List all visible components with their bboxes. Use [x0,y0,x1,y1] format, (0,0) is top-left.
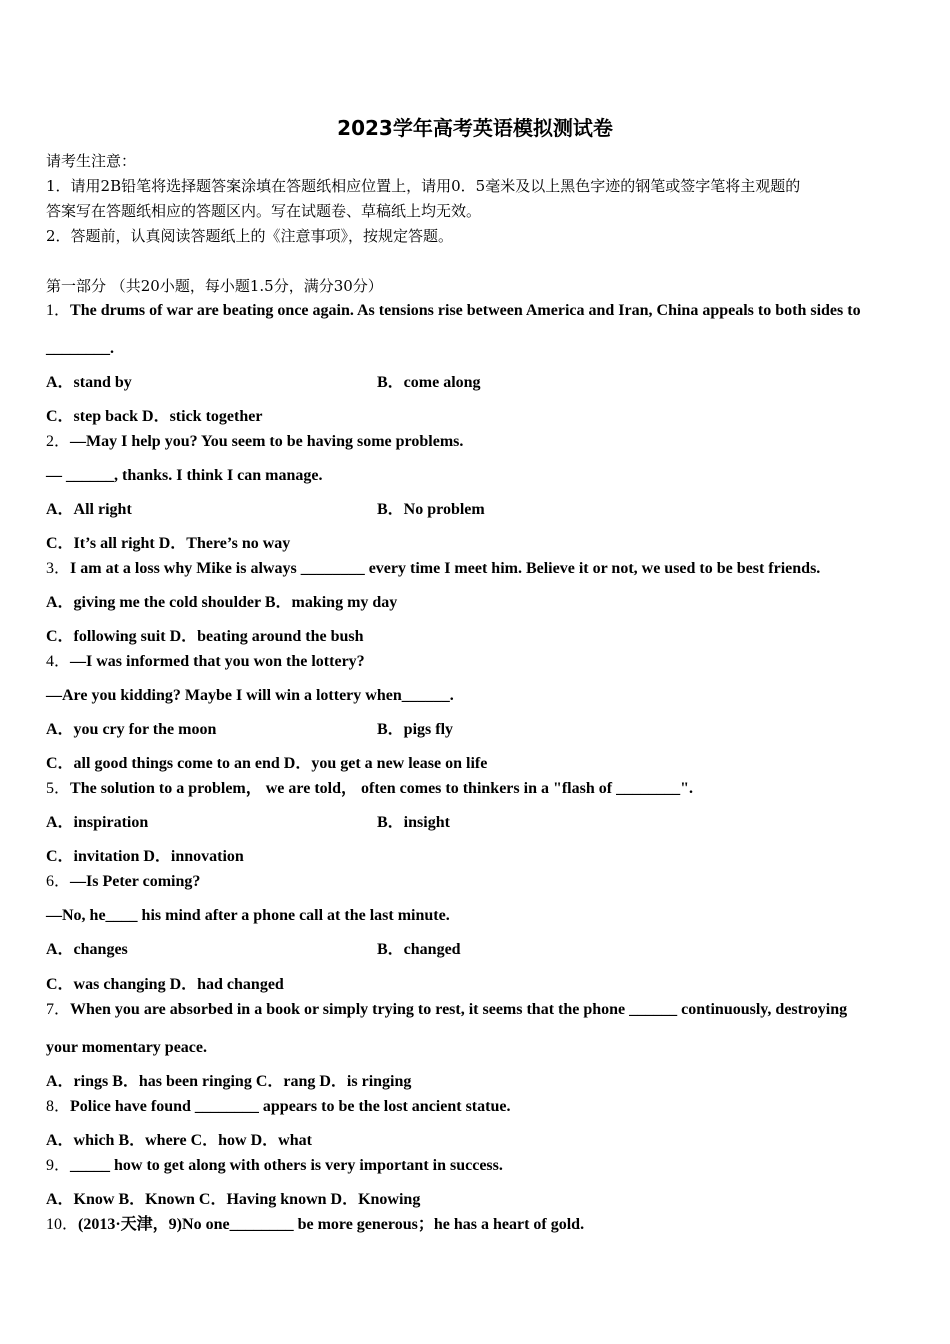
question-6 [46,872,200,892]
section-heading: 第一部分 （共20小题，每小题1.5分，满分30分） [46,277,383,295]
question-text: Police have found ________ appears to be the lost ancient statue. [70,1098,511,1115]
option-b[interactable]: B．changed [377,941,461,958]
question-number: 7． [46,1001,71,1018]
question-10 [46,1215,584,1235]
question-3 [46,559,820,579]
option-a-b-c-d[interactable]: A．which B．where C．how D．what [46,1132,312,1149]
question-2 [46,432,463,452]
question-8 [46,1097,510,1117]
option-c-d[interactable]: C．following suit D．beating around the bush [46,628,364,645]
question-1-line-2: ________. [46,340,114,357]
notice-line-1: 1．请用2B铅笔将选择题答案涂填在答题纸相应位置上，请用0．5毫米及以上黑色字迹的钢笔或签字笔将主观题的 [46,177,801,195]
option-c-d[interactable]: C．step back D．stick together [46,408,263,425]
question-2-line-2: — ______, thanks. I think I can manage. [46,467,323,484]
option-a-b[interactable]: A．giving me the cold shoulder B．making my day [46,594,398,611]
option-c-d[interactable]: C．invitation D．innovation [46,848,244,865]
option-c-d[interactable]: C．all good things come to an end D．you get a new lease on life [46,755,488,772]
option-c-d[interactable]: C．It’s all right D．There’s no way [46,535,291,552]
question-number: 4． [46,653,71,670]
option-a[interactable]: A．you cry for the moon [46,721,217,738]
question-4-line-2: —Are you kidding? Maybe I will win a lottery when______. [46,687,454,704]
question-text: —I was informed that you won the lottery? [70,653,365,670]
page-title: 2023学年高考英语模拟测试卷 [337,116,613,140]
notice-heading: 请考生注意： [46,152,137,170]
option-a[interactable]: A．changes [46,941,128,958]
option-c-d[interactable]: C．was changing D．had changed [46,976,284,993]
option-a-b-c-d[interactable]: A．rings B．has been ringing C．rang D．is ringing [46,1073,412,1090]
option-a-b-c-d[interactable]: A．Know B．Known C．Having known D．Knowing [46,1191,421,1208]
option-b[interactable]: B．pigs fly [377,721,454,738]
question-number: 9． [46,1157,71,1174]
question-number: 1． [46,302,71,319]
question-7-line-2: your momentary peace. [46,1039,207,1056]
option-a[interactable]: A．inspiration [46,814,149,831]
question-1 [46,301,861,321]
notice-line-3: 2．答题前，认真阅读答题纸上的《注意事项》，按规定答题。 [46,227,454,245]
question-6-line-2: —No, he____ his mind after a phone call at the last minute. [46,907,450,924]
question-4 [46,652,365,672]
option-b[interactable]: B．insight [377,814,450,831]
question-number: 8． [46,1098,71,1115]
question-number: 5． [46,780,71,797]
option-b[interactable]: B．come along [377,374,481,391]
question-text: —May I help you? You seem to be having some problems. [70,433,464,450]
question-text: When you are absorbed in a book or simply trying to rest, it seems that the phone ______ continuously, destroying [70,1001,848,1018]
notice-line-2: 答案写在答题纸相应的答题区内。写在试题卷、草稿纸上均无效。 [46,202,482,220]
question-number: 3． [46,560,71,577]
question-7 [46,1000,847,1020]
option-b[interactable]: B．No problem [377,501,485,518]
question-number: 2． [46,433,71,450]
question-text: The drums of war are beating once again. As tensions rise between America and Iran, China appeals to both sides to [70,302,861,319]
question-number: 10． [46,1216,79,1233]
question-text: The solution to a problem， we are told， often comes to thinkers in a "flash of ________". [70,780,693,797]
question-text: _____ how to get along with others is very important in success. [70,1157,503,1174]
question-number: 6． [46,873,71,890]
question-5 [46,779,693,799]
option-a[interactable]: A．stand by [46,374,132,391]
question-text: (2013·天津，9)No one________ be more generous；he has a heart of gold. [78,1216,585,1233]
question-text: I am at a loss why Mike is always ________ every time I meet him. Believe it or not, we used to be best friends. [70,560,821,577]
question-9 [46,1156,503,1176]
option-a[interactable]: A．All right [46,501,132,518]
question-text: —Is Peter coming? [70,873,201,890]
